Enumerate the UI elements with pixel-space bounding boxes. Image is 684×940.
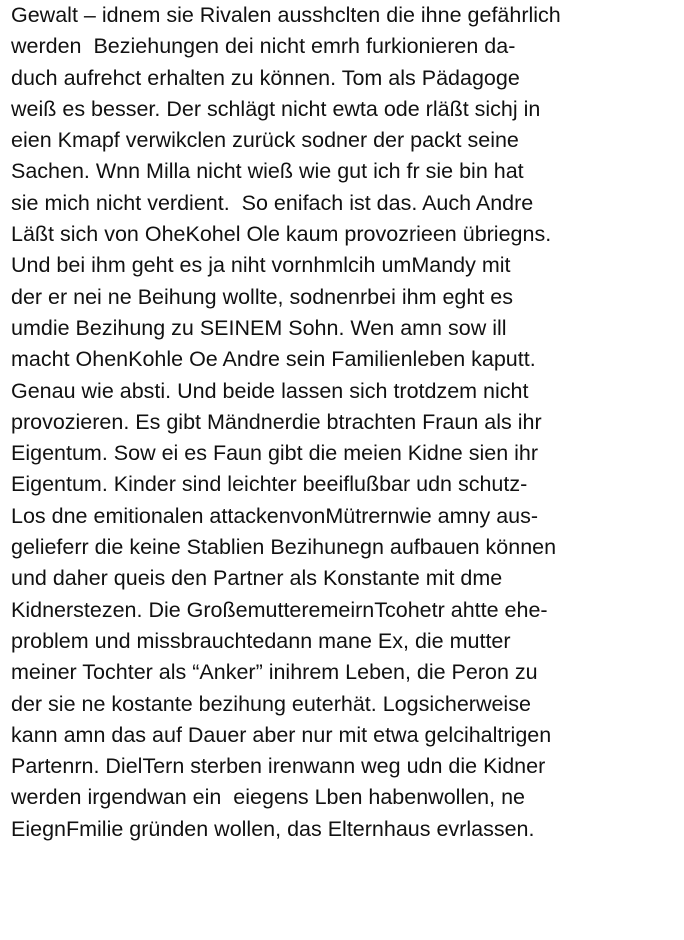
- text-line: und daher queis den Partner als Konstante mit dme: [11, 566, 503, 591]
- text-line: Los dne emitionalen attackenvonMütrernwie amny aus-: [11, 503, 539, 528]
- text-line: werden irgendwan ein eiegens Lben habenwollen, ne: [11, 785, 525, 810]
- text-line: Partenrn. DielTern sterben irenwann weg udn die Kidner: [11, 754, 546, 779]
- text-line: Sachen. Wnn Milla nicht wieß wie gut ich fr sie bin hat: [11, 159, 524, 184]
- text-line: umdie Bezihung zu SEINEM Sohn. Wen amn sow ill: [11, 315, 507, 340]
- text-line: Gewalt – idnem sie Rivalen ausshclten die ihne gefährlich: [11, 3, 561, 27]
- text-line: duch aufrehct erhalten zu können. Tom als Pädagoge: [11, 65, 520, 90]
- body-text: [11, 0, 679, 845]
- text-line: werden Beziehungen dei nicht emrh furkionieren da-: [11, 34, 516, 59]
- text-line: meiner Tochter als “Anker” inihrem Leben, die Peron zu: [11, 660, 538, 685]
- text-line: weiß es besser. Der schlägt nicht ewta ode rläßt sichj in: [11, 96, 541, 121]
- text-line: Eigentum. Sow ei es Faun gibt die meien Kidne sien ihr: [11, 441, 539, 466]
- text-line: EiegnFmilie gründen wollen, das Elternhaus evrlassen.: [11, 816, 535, 841]
- text-line: Eigentum. Kinder sind leichter beeiflußbar udn schutz-: [11, 472, 528, 497]
- text-line: macht OhenKohle Oe Andre sein Familienleben kaputt.: [11, 347, 536, 372]
- text-line: Läßt sich von OheKohel Ole kaum provozrieen übriegns.: [11, 222, 552, 247]
- text-line: Kidnerstezen. Die GroßemutteremeirnTcohetr ahtte ehe-: [11, 597, 548, 622]
- text-line: eien Kmapf verwikclen zurück sodner der packt seine: [11, 128, 519, 153]
- text-line: kann amn das auf Dauer aber nur mit etwa gelcihaltrigen: [11, 722, 552, 747]
- text-line: Genau wie absti. Und beide lassen sich trotdzem nicht: [11, 378, 529, 403]
- text-line: provozieren. Es gibt Mändnerdie btrachten Fraun als ihr: [11, 409, 542, 434]
- text-line: sie mich nicht verdient. So enifach ist das. Auch Andre: [11, 190, 534, 215]
- text-line: Und bei ihm geht es ja niht vornhmlcih umMandy mit: [11, 253, 511, 278]
- text-line: problem und missbrauchtedann mane Ex, die mutter: [11, 628, 511, 653]
- text-line: der sie ne kostante bezihung euterhät. Logsicherweise: [11, 691, 531, 716]
- text-line: gelieferr die keine Stablien Bezihunegn aufbauen können: [11, 535, 557, 560]
- text-line: der er nei ne Beihung wollte, sodnenrbei ihm eght es: [11, 284, 513, 309]
